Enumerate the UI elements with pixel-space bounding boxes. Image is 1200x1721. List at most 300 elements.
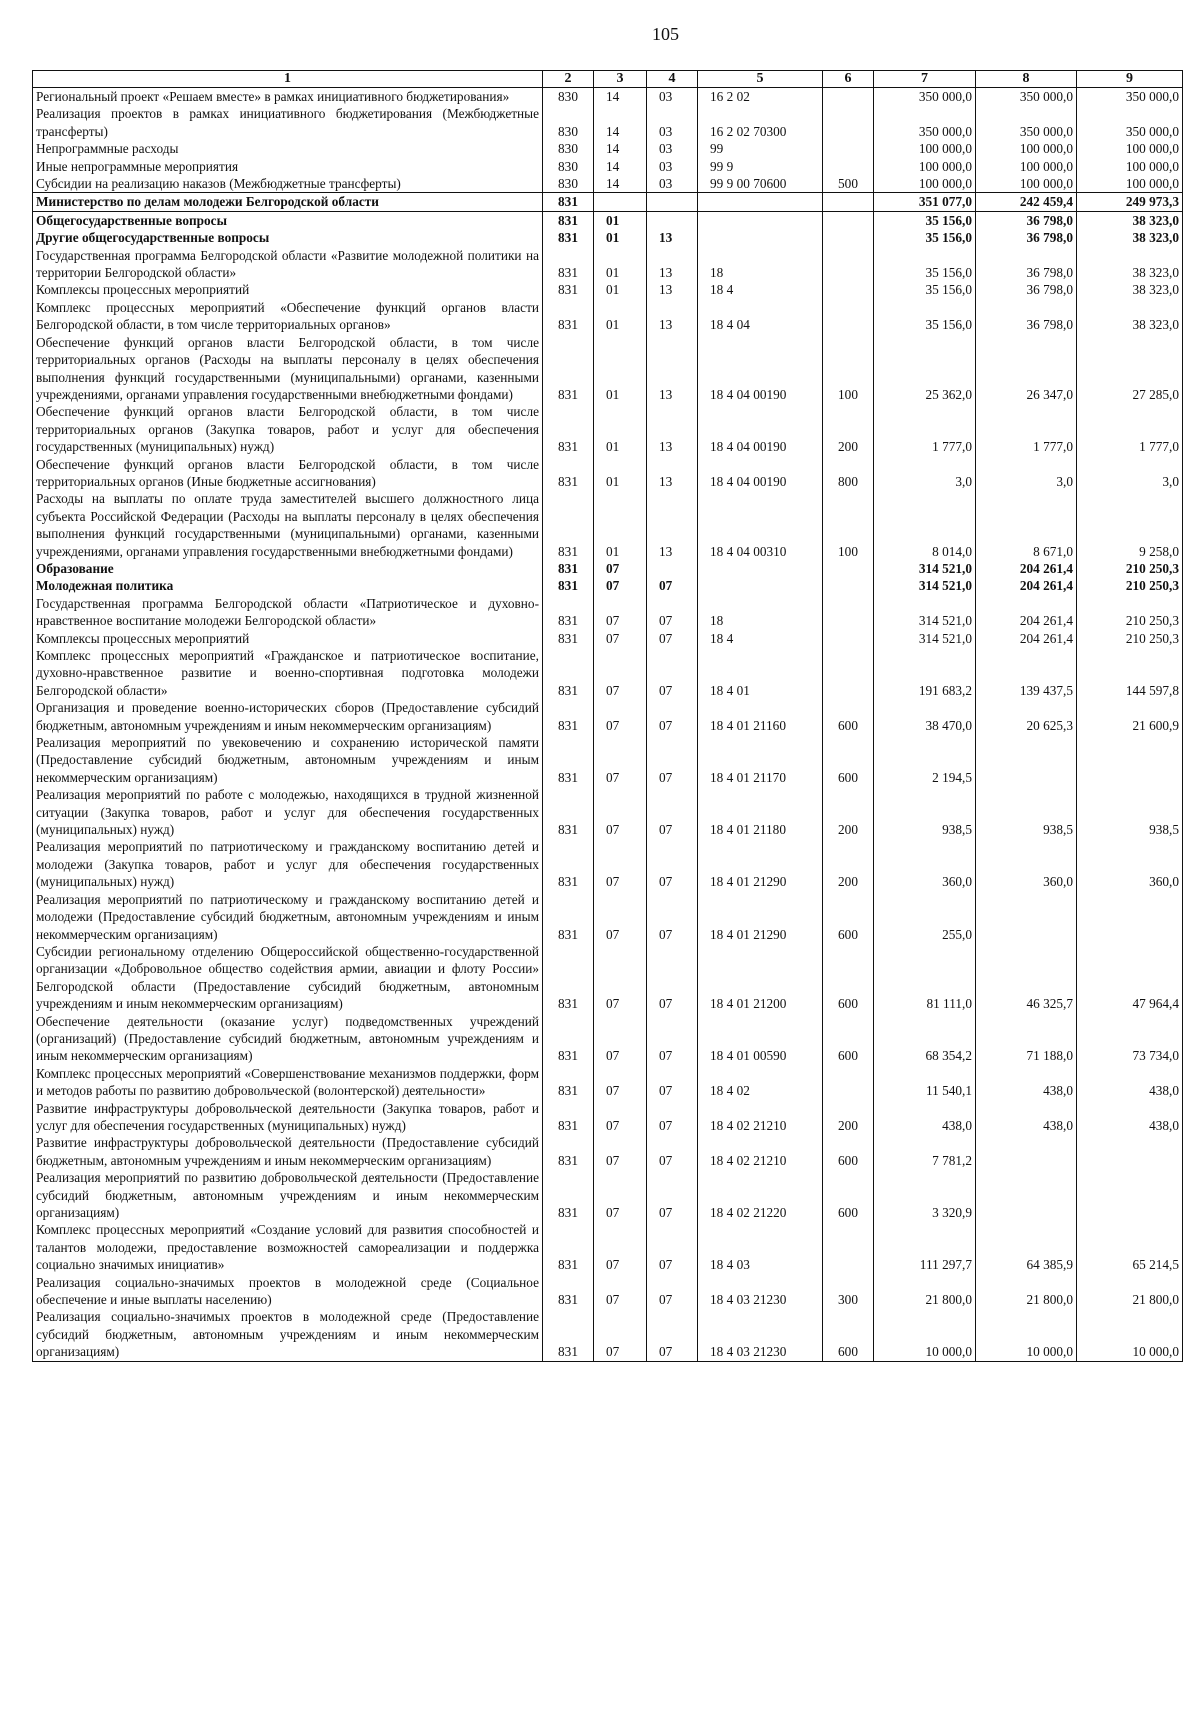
- item-name: Комплекс процессных мероприятий «Совершенствование механизмов поддержки, форм и методов работы по развитию добровольческой (волонтерской) деятельности»: [33, 1065, 543, 1100]
- subsection-code: 13: [647, 456, 698, 491]
- amount-year-2: 100 000,0: [976, 140, 1077, 157]
- item-name: Региональный проект «Решаем вместе» в рамках инициативного бюджетирования»: [33, 88, 543, 106]
- section-code: 01: [594, 229, 647, 246]
- amount-year-1: 350 000,0: [874, 88, 976, 106]
- section-code: 07: [594, 1274, 647, 1309]
- table-row: [33, 175, 1183, 193]
- subsection-code: 13: [647, 281, 698, 298]
- amount-year-3: 10 000,0: [1077, 1308, 1183, 1361]
- amount-year-3: 21 600,9: [1077, 699, 1183, 734]
- table-row: [33, 630, 1183, 647]
- item-name: Обеспечение функций органов власти Белгородской области, в том числе территориальных органов (Закупка товаров, работ и услуг для обеспечения государственных (муниципальных) нужд): [33, 403, 543, 455]
- item-name: Комплекс процессных мероприятий «Обеспечение функций органов власти Белгородской области, в том числе территориальных органов»: [33, 299, 543, 334]
- section-code: 07: [594, 1308, 647, 1361]
- item-name: Реализация мероприятий по патриотическому и гражданскому воспитанию детей и молодежи (Предоставление субсидий бюджетным, автономным учреждениям и иным некоммерческим организациям): [33, 891, 543, 943]
- admin-code: 831: [543, 943, 594, 1013]
- amount-year-3: 938,5: [1077, 786, 1183, 838]
- amount-year-3: 249 973,3: [1077, 193, 1183, 211]
- amount-year-1: 350 000,0: [874, 105, 976, 140]
- target-article-code: 16 2 02 70300: [698, 105, 823, 140]
- section-code: 07: [594, 560, 647, 577]
- expense-type-code: [823, 595, 874, 630]
- amount-year-1: 81 111,0: [874, 943, 976, 1013]
- amount-year-3: 21 800,0: [1077, 1274, 1183, 1309]
- amount-year-2: 8 671,0: [976, 490, 1077, 560]
- amount-year-3: 3,0: [1077, 456, 1183, 491]
- expense-type-code: 600: [823, 943, 874, 1013]
- amount-year-1: 100 000,0: [874, 140, 976, 157]
- amount-year-1: 100 000,0: [874, 158, 976, 175]
- subsection-code: 07: [647, 1065, 698, 1100]
- item-name: Развитие инфраструктуры добровольческой деятельности (Предоставление субсидий бюджетным, автономным учреждениям и иным некоммерческим организациям): [33, 1134, 543, 1169]
- expense-type-code: [823, 105, 874, 140]
- section-code: 07: [594, 838, 647, 890]
- amount-year-1: 438,0: [874, 1100, 976, 1135]
- expense-type-code: [823, 281, 874, 298]
- subsection-code: 07: [647, 1100, 698, 1135]
- amount-year-2: 100 000,0: [976, 158, 1077, 175]
- target-article-code: [698, 577, 823, 594]
- table-row: [33, 140, 1183, 157]
- admin-code: 831: [543, 1221, 594, 1273]
- expense-type-code: [823, 211, 874, 229]
- admin-code: 831: [543, 786, 594, 838]
- section-code: 07: [594, 1134, 647, 1169]
- admin-code: 831: [543, 1308, 594, 1361]
- admin-code: 831: [543, 891, 594, 943]
- table-row: [33, 403, 1183, 455]
- subsection-code: 03: [647, 88, 698, 106]
- table-row: [33, 595, 1183, 630]
- table-row: [33, 247, 1183, 282]
- amount-year-3: 100 000,0: [1077, 175, 1183, 193]
- item-name: Молодежная политика: [33, 577, 543, 594]
- amount-year-1: 25 362,0: [874, 334, 976, 404]
- amount-year-1: 35 156,0: [874, 281, 976, 298]
- item-name: Обеспечение функций органов власти Белгородской области, в том числе территориальных органов (Расходы на выплаты персоналу в целях обеспечения выполнения функций государственными (муниципальными) органами, казенными учреждениями, органами управления государственными внебюджетными фондами): [33, 334, 543, 404]
- admin-code: 831: [543, 1013, 594, 1065]
- admin-code: 831: [543, 699, 594, 734]
- section-code: [594, 193, 647, 211]
- amount-year-1: 7 781,2: [874, 1134, 976, 1169]
- admin-code: 830: [543, 140, 594, 157]
- subsection-code: 07: [647, 699, 698, 734]
- amount-year-2: [976, 734, 1077, 786]
- amount-year-3: 38 323,0: [1077, 247, 1183, 282]
- table-row: [33, 786, 1183, 838]
- target-article-code: [698, 211, 823, 229]
- admin-code: 831: [543, 334, 594, 404]
- section-code: 01: [594, 281, 647, 298]
- amount-year-1: 314 521,0: [874, 630, 976, 647]
- amount-year-3: 38 323,0: [1077, 299, 1183, 334]
- table-row: [33, 577, 1183, 594]
- table-row: [33, 158, 1183, 175]
- admin-code: 831: [543, 403, 594, 455]
- table-row: [33, 105, 1183, 140]
- target-article-code: 16 2 02: [698, 88, 823, 106]
- admin-code: 831: [543, 247, 594, 282]
- subsection-code: 13: [647, 334, 698, 404]
- expense-type-code: [823, 88, 874, 106]
- table-row: [33, 891, 1183, 943]
- subsection-code: 07: [647, 1308, 698, 1361]
- expense-type-code: 600: [823, 891, 874, 943]
- section-code: 01: [594, 247, 647, 282]
- section-code: 14: [594, 88, 647, 106]
- subsection-code: 13: [647, 299, 698, 334]
- section-code: 14: [594, 105, 647, 140]
- target-article-code: 18 4: [698, 281, 823, 298]
- section-code: 07: [594, 943, 647, 1013]
- section-code: 07: [594, 891, 647, 943]
- target-article-code: 18 4 04: [698, 299, 823, 334]
- admin-code: 831: [543, 1169, 594, 1221]
- header-row: [33, 71, 1183, 88]
- item-name: Комплекс процессных мероприятий «Создание условий для развития способностей и талантов молодежи, предоставление возможностей самореализации и поддержка социально значимых инициатив»: [33, 1221, 543, 1273]
- table-row: [33, 1013, 1183, 1065]
- table-row: [33, 88, 1183, 106]
- target-article-code: 18 4 03 21230: [698, 1308, 823, 1361]
- amount-year-2: [976, 1134, 1077, 1169]
- expense-type-code: 600: [823, 1013, 874, 1065]
- amount-year-2: 20 625,3: [976, 699, 1077, 734]
- admin-code: 830: [543, 88, 594, 106]
- admin-code: 831: [543, 193, 594, 211]
- amount-year-2: 71 188,0: [976, 1013, 1077, 1065]
- admin-code: 831: [543, 1134, 594, 1169]
- section-code: 01: [594, 211, 647, 229]
- target-article-code: 18 4 04 00190: [698, 456, 823, 491]
- subsection-code: 07: [647, 1274, 698, 1309]
- admin-code: 831: [543, 1100, 594, 1135]
- item-name: Обеспечение функций органов власти Белгородской области, в том числе территориальных органов (Иные бюджетные ассигнования): [33, 456, 543, 491]
- table-row: [33, 647, 1183, 699]
- amount-year-2: [976, 1169, 1077, 1221]
- expense-type-code: 800: [823, 456, 874, 491]
- expense-type-code: 200: [823, 1100, 874, 1135]
- target-article-code: 18 4: [698, 630, 823, 647]
- admin-code: 831: [543, 630, 594, 647]
- admin-code: 830: [543, 175, 594, 193]
- item-name: Реализация социально-значимых проектов в молодежной среде (Предоставление субсидий бюджетным, автономным учреждениям и иным некоммерческим организациям): [33, 1308, 543, 1361]
- subsection-code: 03: [647, 158, 698, 175]
- subsection-code: 03: [647, 175, 698, 193]
- amount-year-2: 242 459,4: [976, 193, 1077, 211]
- subsection-code: 13: [647, 490, 698, 560]
- subsection-code: 07: [647, 630, 698, 647]
- table-row: [33, 943, 1183, 1013]
- expense-type-code: 100: [823, 490, 874, 560]
- amount-year-2: 204 261,4: [976, 560, 1077, 577]
- amount-year-3: 27 285,0: [1077, 334, 1183, 404]
- table-row: [33, 334, 1183, 404]
- target-article-code: 18: [698, 595, 823, 630]
- item-name: Реализация проектов в рамках инициативного бюджетирования (Межбюджетные трансферты): [33, 105, 543, 140]
- table-row: [33, 456, 1183, 491]
- item-name: Государственная программа Белгородской области «Патриотическое и духовно-нравственное воспитание молодежи Белгородской области»: [33, 595, 543, 630]
- subsection-code: 07: [647, 1013, 698, 1065]
- item-name: Комплексы процессных мероприятий: [33, 281, 543, 298]
- subsection-code: [647, 560, 698, 577]
- amount-year-3: 210 250,3: [1077, 595, 1183, 630]
- amount-year-3: 100 000,0: [1077, 140, 1183, 157]
- budget-table: [32, 70, 1183, 1362]
- expense-type-code: 300: [823, 1274, 874, 1309]
- item-name: Реализация мероприятий по работе с молодежью, находящихся в трудной жизненной ситуации (Закупка товаров, работ и услуг для обеспечения государственных (муниципальных) нужд): [33, 786, 543, 838]
- item-name: Комплекс процессных мероприятий «Гражданское и патриотическое воспитание, духовно-нравственное развитие и военно-спортивная подготовка молодежи Белгородской области»: [33, 647, 543, 699]
- table-row: [33, 1169, 1183, 1221]
- amount-year-3: 360,0: [1077, 838, 1183, 890]
- target-article-code: 18 4 01 21170: [698, 734, 823, 786]
- target-article-code: [698, 560, 823, 577]
- expense-type-code: 600: [823, 1308, 874, 1361]
- amount-year-2: 204 261,4: [976, 595, 1077, 630]
- admin-code: 831: [543, 595, 594, 630]
- amount-year-2: 36 798,0: [976, 299, 1077, 334]
- header-cell: 8: [976, 71, 1077, 88]
- amount-year-1: 8 014,0: [874, 490, 976, 560]
- subsection-code: 07: [647, 647, 698, 699]
- amount-year-2: 21 800,0: [976, 1274, 1077, 1309]
- amount-year-2: 3,0: [976, 456, 1077, 491]
- amount-year-3: 100 000,0: [1077, 158, 1183, 175]
- target-article-code: 18 4 01 21160: [698, 699, 823, 734]
- amount-year-2: 36 798,0: [976, 211, 1077, 229]
- amount-year-1: 255,0: [874, 891, 976, 943]
- header-cell: 7: [874, 71, 976, 88]
- subsection-code: 07: [647, 943, 698, 1013]
- subsection-code: 07: [647, 891, 698, 943]
- amount-year-3: 38 323,0: [1077, 281, 1183, 298]
- amount-year-1: 35 156,0: [874, 247, 976, 282]
- expense-type-code: [823, 1221, 874, 1273]
- amount-year-2: 36 798,0: [976, 247, 1077, 282]
- target-article-code: 18 4 03: [698, 1221, 823, 1273]
- item-name: Иные непрограммные мероприятия: [33, 158, 543, 175]
- expense-type-code: 500: [823, 175, 874, 193]
- header-cell: 2: [543, 71, 594, 88]
- amount-year-3: 73 734,0: [1077, 1013, 1183, 1065]
- amount-year-2: 36 798,0: [976, 229, 1077, 246]
- expense-type-code: 600: [823, 1169, 874, 1221]
- expense-type-code: 100: [823, 334, 874, 404]
- amount-year-3: 1 777,0: [1077, 403, 1183, 455]
- admin-code: 831: [543, 490, 594, 560]
- expense-type-code: 600: [823, 699, 874, 734]
- expense-type-code: [823, 193, 874, 211]
- amount-year-3: [1077, 1134, 1183, 1169]
- admin-code: 831: [543, 299, 594, 334]
- amount-year-1: 938,5: [874, 786, 976, 838]
- item-name: Субсидии региональному отделению Общероссийской общественно-государственной организации «Добровольное общество содействия армии, авиации и флоту России» Белгородской области (Предоставление субсидий бюджетным, автономным учреждениям и иным некоммерческим организациям): [33, 943, 543, 1013]
- target-article-code: 18 4 02: [698, 1065, 823, 1100]
- amount-year-3: 65 214,5: [1077, 1221, 1183, 1273]
- item-name: Общегосударственные вопросы: [33, 211, 543, 229]
- amount-year-2: 360,0: [976, 838, 1077, 890]
- item-name: Реализация мероприятий по увековечению и сохранению исторической памяти (Предоставление субсидий бюджетным, автономным учреждениям и иным некоммерческим организациям): [33, 734, 543, 786]
- amount-year-1: 351 077,0: [874, 193, 976, 211]
- amount-year-1: 2 194,5: [874, 734, 976, 786]
- section-code: 07: [594, 734, 647, 786]
- target-article-code: 18 4 01 21290: [698, 891, 823, 943]
- amount-year-1: 35 156,0: [874, 211, 976, 229]
- amount-year-3: 210 250,3: [1077, 577, 1183, 594]
- header-cell: 3: [594, 71, 647, 88]
- amount-year-2: 350 000,0: [976, 105, 1077, 140]
- table-row: [33, 193, 1183, 211]
- table-row: [33, 699, 1183, 734]
- amount-year-3: 438,0: [1077, 1100, 1183, 1135]
- amount-year-1: 68 354,2: [874, 1013, 976, 1065]
- subsection-code: 07: [647, 1169, 698, 1221]
- item-name: Развитие инфраструктуры добровольческой деятельности (Закупка товаров, работ и услуг для обеспечения государственных (муниципальных) нужд): [33, 1100, 543, 1135]
- amount-year-3: 38 323,0: [1077, 211, 1183, 229]
- subsection-code: 03: [647, 105, 698, 140]
- subsection-code: 07: [647, 1134, 698, 1169]
- amount-year-2: 938,5: [976, 786, 1077, 838]
- target-article-code: 18 4 04 00190: [698, 403, 823, 455]
- amount-year-2: 36 798,0: [976, 281, 1077, 298]
- amount-year-1: 38 470,0: [874, 699, 976, 734]
- amount-year-1: 191 683,2: [874, 647, 976, 699]
- item-name: Государственная программа Белгородской области «Развитие молодежной политики на территории Белгородской области»: [33, 247, 543, 282]
- table-row: [33, 1221, 1183, 1273]
- subsection-code: [647, 193, 698, 211]
- target-article-code: 99 9 00 70600: [698, 175, 823, 193]
- amount-year-1: 1 777,0: [874, 403, 976, 455]
- target-article-code: 99 9: [698, 158, 823, 175]
- header-cell: 1: [33, 71, 543, 88]
- table-row: [33, 1100, 1183, 1135]
- amount-year-2: 350 000,0: [976, 88, 1077, 106]
- section-code: 01: [594, 299, 647, 334]
- section-code: 07: [594, 1100, 647, 1135]
- item-name: Организация и проведение военно-исторических сборов (Предоставление субсидий бюджетным, автономным учреждениям и иным некоммерческим организациям): [33, 699, 543, 734]
- amount-year-2: [976, 891, 1077, 943]
- admin-code: 830: [543, 105, 594, 140]
- expense-type-code: [823, 1065, 874, 1100]
- amount-year-3: 350 000,0: [1077, 88, 1183, 106]
- amount-year-3: 210 250,3: [1077, 560, 1183, 577]
- expense-type-code: [823, 158, 874, 175]
- subsection-code: 07: [647, 734, 698, 786]
- admin-code: 831: [543, 1065, 594, 1100]
- amount-year-1: 35 156,0: [874, 229, 976, 246]
- amount-year-3: 47 964,4: [1077, 943, 1183, 1013]
- target-article-code: 18 4 04 00190: [698, 334, 823, 404]
- amount-year-3: 438,0: [1077, 1065, 1183, 1100]
- header-cell: 5: [698, 71, 823, 88]
- expense-type-code: [823, 560, 874, 577]
- item-name: Министерство по делам молодежи Белгородской области: [33, 193, 543, 211]
- table-row: [33, 734, 1183, 786]
- amount-year-1: 314 521,0: [874, 577, 976, 594]
- expense-type-code: [823, 647, 874, 699]
- subsection-code: 07: [647, 786, 698, 838]
- item-name: Непрограммные расходы: [33, 140, 543, 157]
- target-article-code: 18 4 01 00590: [698, 1013, 823, 1065]
- amount-year-2: 438,0: [976, 1100, 1077, 1135]
- subsection-code: 07: [647, 838, 698, 890]
- target-article-code: 18 4 01: [698, 647, 823, 699]
- admin-code: 831: [543, 734, 594, 786]
- section-code: 14: [594, 158, 647, 175]
- subsection-code: 13: [647, 247, 698, 282]
- amount-year-1: 360,0: [874, 838, 976, 890]
- target-article-code: [698, 193, 823, 211]
- amount-year-2: 1 777,0: [976, 403, 1077, 455]
- section-code: 07: [594, 577, 647, 594]
- amount-year-2: 204 261,4: [976, 577, 1077, 594]
- amount-year-2: 26 347,0: [976, 334, 1077, 404]
- section-code: 07: [594, 1221, 647, 1273]
- amount-year-2: 64 385,9: [976, 1221, 1077, 1273]
- amount-year-2: 46 325,7: [976, 943, 1077, 1013]
- subsection-code: 03: [647, 140, 698, 157]
- amount-year-2: 438,0: [976, 1065, 1077, 1100]
- expense-type-code: 200: [823, 786, 874, 838]
- amount-year-2: 100 000,0: [976, 175, 1077, 193]
- target-article-code: 18 4 01 21290: [698, 838, 823, 890]
- item-name: Субсидии на реализацию наказов (Межбюджетные трансферты): [33, 175, 543, 193]
- header-cell: 9: [1077, 71, 1183, 88]
- section-code: 07: [594, 1169, 647, 1221]
- table-row: [33, 281, 1183, 298]
- amount-year-1: 35 156,0: [874, 299, 976, 334]
- target-article-code: 18 4 02 21220: [698, 1169, 823, 1221]
- amount-year-1: 3 320,9: [874, 1169, 976, 1221]
- subsection-code: 07: [647, 1221, 698, 1273]
- expense-type-code: 600: [823, 734, 874, 786]
- table-row: [33, 229, 1183, 246]
- expense-type-code: 600: [823, 1134, 874, 1169]
- amount-year-3: 350 000,0: [1077, 105, 1183, 140]
- target-article-code: 18 4 02 21210: [698, 1134, 823, 1169]
- target-article-code: 18 4 04 00310: [698, 490, 823, 560]
- amount-year-1: 10 000,0: [874, 1308, 976, 1361]
- amount-year-1: 314 521,0: [874, 560, 976, 577]
- table-row: [33, 299, 1183, 334]
- subsection-code: 07: [647, 595, 698, 630]
- amount-year-3: 9 258,0: [1077, 490, 1183, 560]
- subsection-code: 13: [647, 403, 698, 455]
- section-code: 07: [594, 786, 647, 838]
- section-code: 14: [594, 140, 647, 157]
- item-name: Другие общегосударственные вопросы: [33, 229, 543, 246]
- expense-type-code: [823, 229, 874, 246]
- admin-code: 831: [543, 211, 594, 229]
- admin-code: 831: [543, 456, 594, 491]
- item-name: Реализация мероприятий по развитию добровольческой деятельности (Предоставление субсидий бюджетным, автономным учреждениям и иным некоммерческим организациям): [33, 1169, 543, 1221]
- amount-year-3: [1077, 1169, 1183, 1221]
- item-name: Реализация мероприятий по патриотическому и гражданскому воспитанию детей и молодежи (Закупка товаров, работ и услуг для обеспечения государственных (муниципальных) нужд): [33, 838, 543, 890]
- subsection-code: 07: [647, 577, 698, 594]
- section-code: 01: [594, 403, 647, 455]
- amount-year-3: 210 250,3: [1077, 630, 1183, 647]
- expense-type-code: [823, 577, 874, 594]
- admin-code: 831: [543, 838, 594, 890]
- header-cell: 6: [823, 71, 874, 88]
- admin-code: 831: [543, 1274, 594, 1309]
- amount-year-3: [1077, 891, 1183, 943]
- section-code: 07: [594, 595, 647, 630]
- admin-code: 831: [543, 560, 594, 577]
- table-row: [33, 211, 1183, 229]
- section-code: 14: [594, 175, 647, 193]
- expense-type-code: [823, 299, 874, 334]
- item-name: Расходы на выплаты по оплате труда заместителей высшего должностного лица субъекта Российской Федерации (Расходы на выплаты персоналу в целях обеспечения выполнения функций государственными (муниципальными) органами, казенными учреждениями, органами управления государственными внебюджетными фондами): [33, 490, 543, 560]
